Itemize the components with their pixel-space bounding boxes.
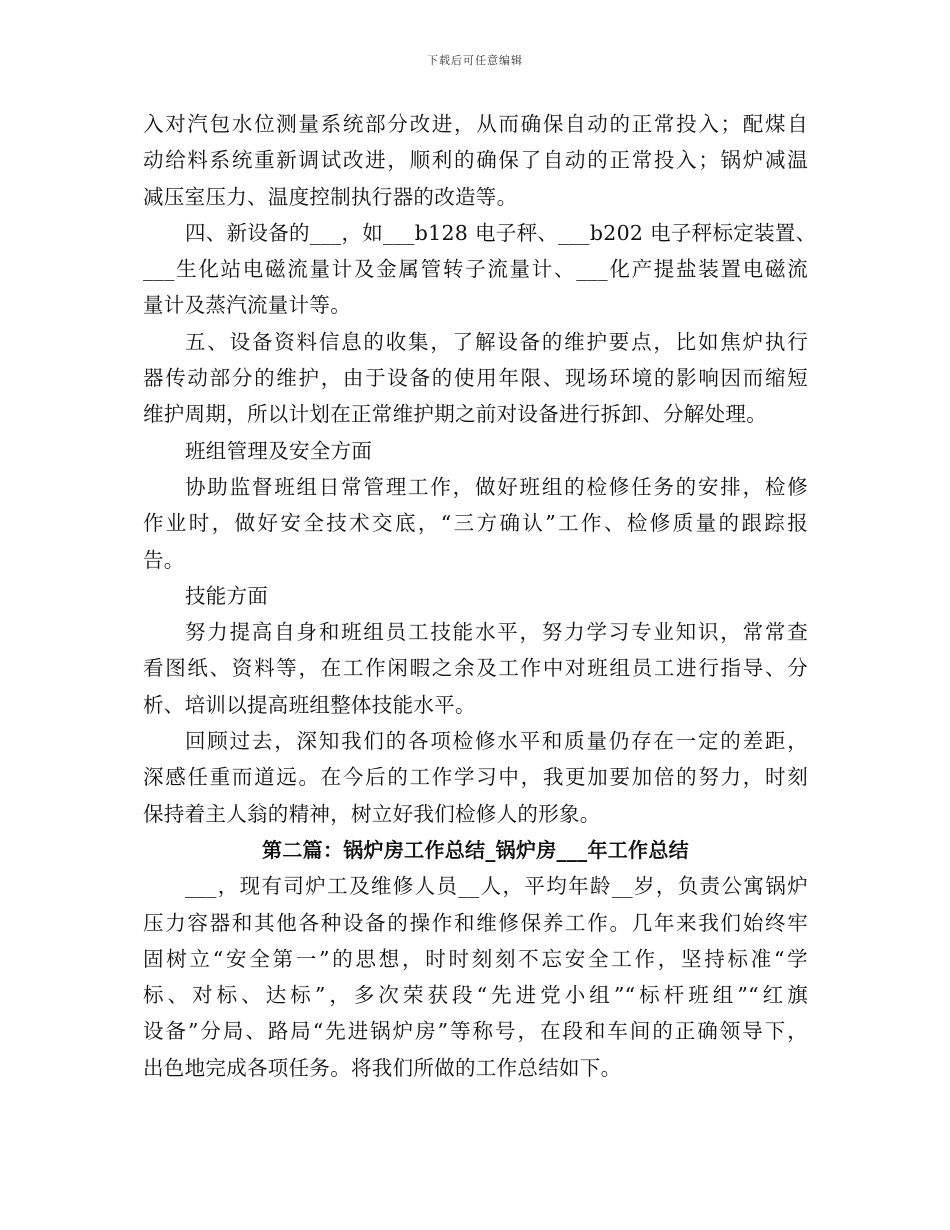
paragraph-line: 努力提高自身和班组员工技能水平，努力学习专业知识，常常查 xyxy=(185,620,808,645)
paragraph-line: 作业时，做好安全技术交底，“三方确认”工作、检修质量的跟踪报 xyxy=(143,511,808,536)
paragraph-line: 五、设备资料信息的收集，了解设备的维护要点，比如焦炉执行 xyxy=(185,329,808,354)
paragraph-line: 入对汽包水位测量系统部分改进，从而确保自动的正常投入；配煤自 xyxy=(143,112,808,136)
paragraph-line: 协助监督班组日常管理工作，做好班组的检修任务的安排，检修 xyxy=(185,474,808,499)
paragraph-line: 固树立“安全第一”的思想，时时刻刻不忘安全工作，坚持标准“学 xyxy=(143,946,808,971)
paragraph-line: 减压室压力、温度控制执行器的改造等。 xyxy=(143,184,518,209)
paragraph-line: 量计及蒸汽流量计等。 xyxy=(143,293,351,318)
paragraph-line: 告。 xyxy=(143,547,185,572)
paragraph-line: 保持着主人翁的精神，树立好我们检修人的形象。 xyxy=(143,801,601,826)
paragraph-line: ___生化站电磁流量计及金属管转子流量计、___化产提盐装置电磁流 xyxy=(143,257,808,282)
paragraph-line: 维护周期，所以计划在正常维护期之前对设备进行拆卸、分解处理。 xyxy=(143,402,767,427)
document-body xyxy=(143,106,817,1086)
paragraph-line: 四、新设备的___，如___b128 电子秤、___b202 电子秤标定装置、 xyxy=(185,220,817,245)
paragraph-line: ___，现有司炉工及维修人员__人，平均年龄__岁，负责公寓锅炉 xyxy=(185,874,808,899)
paragraph-line: 回顾过去，深知我们的各项检修水平和质量仍存在一定的差距， xyxy=(185,729,808,754)
paragraph-line: 看图纸、资料等，在工作闲暇之余及工作中对班组员工进行指导、分 xyxy=(143,656,808,681)
page-header: 下载后可任意编辑 xyxy=(427,54,523,67)
paragraph-line: 器传动部分的维护，由于设备的使用年限、现场环境的影响因而缩短 xyxy=(143,366,808,391)
paragraph-line: 析、培训以提高班组整体技能水平。 xyxy=(143,692,476,717)
chapter-heading: 第二篇：锅炉房工作总结_锅炉房___年工作总结 xyxy=(262,837,689,862)
paragraph-line: 设备”分局、路局“先进锅炉房”等称号，在段和车间的正确领导下， xyxy=(143,1019,808,1044)
paragraph-line: 深感任重而道远。在今后的工作学习中，我更加要加倍的努力，时刻 xyxy=(143,765,808,790)
section-subheading: 技能方面 xyxy=(185,583,269,608)
paragraph-line: 出色地完成各项任务。将我们所做的工作总结如下。 xyxy=(143,1055,622,1080)
section-subheading: 班组管理及安全方面 xyxy=(185,438,373,463)
paragraph-line: 标、对标、达标”，多次荣获段“先进党小组”“标杆班组”“红旗 xyxy=(143,983,808,1008)
paragraph-line: 压力容器和其他各种设备的操作和维修保养工作。几年来我们始终牢 xyxy=(143,910,808,935)
paragraph-line: 动给料系统重新调试改进，顺利的确保了自动的正常投入；锅炉减温 xyxy=(143,148,808,173)
